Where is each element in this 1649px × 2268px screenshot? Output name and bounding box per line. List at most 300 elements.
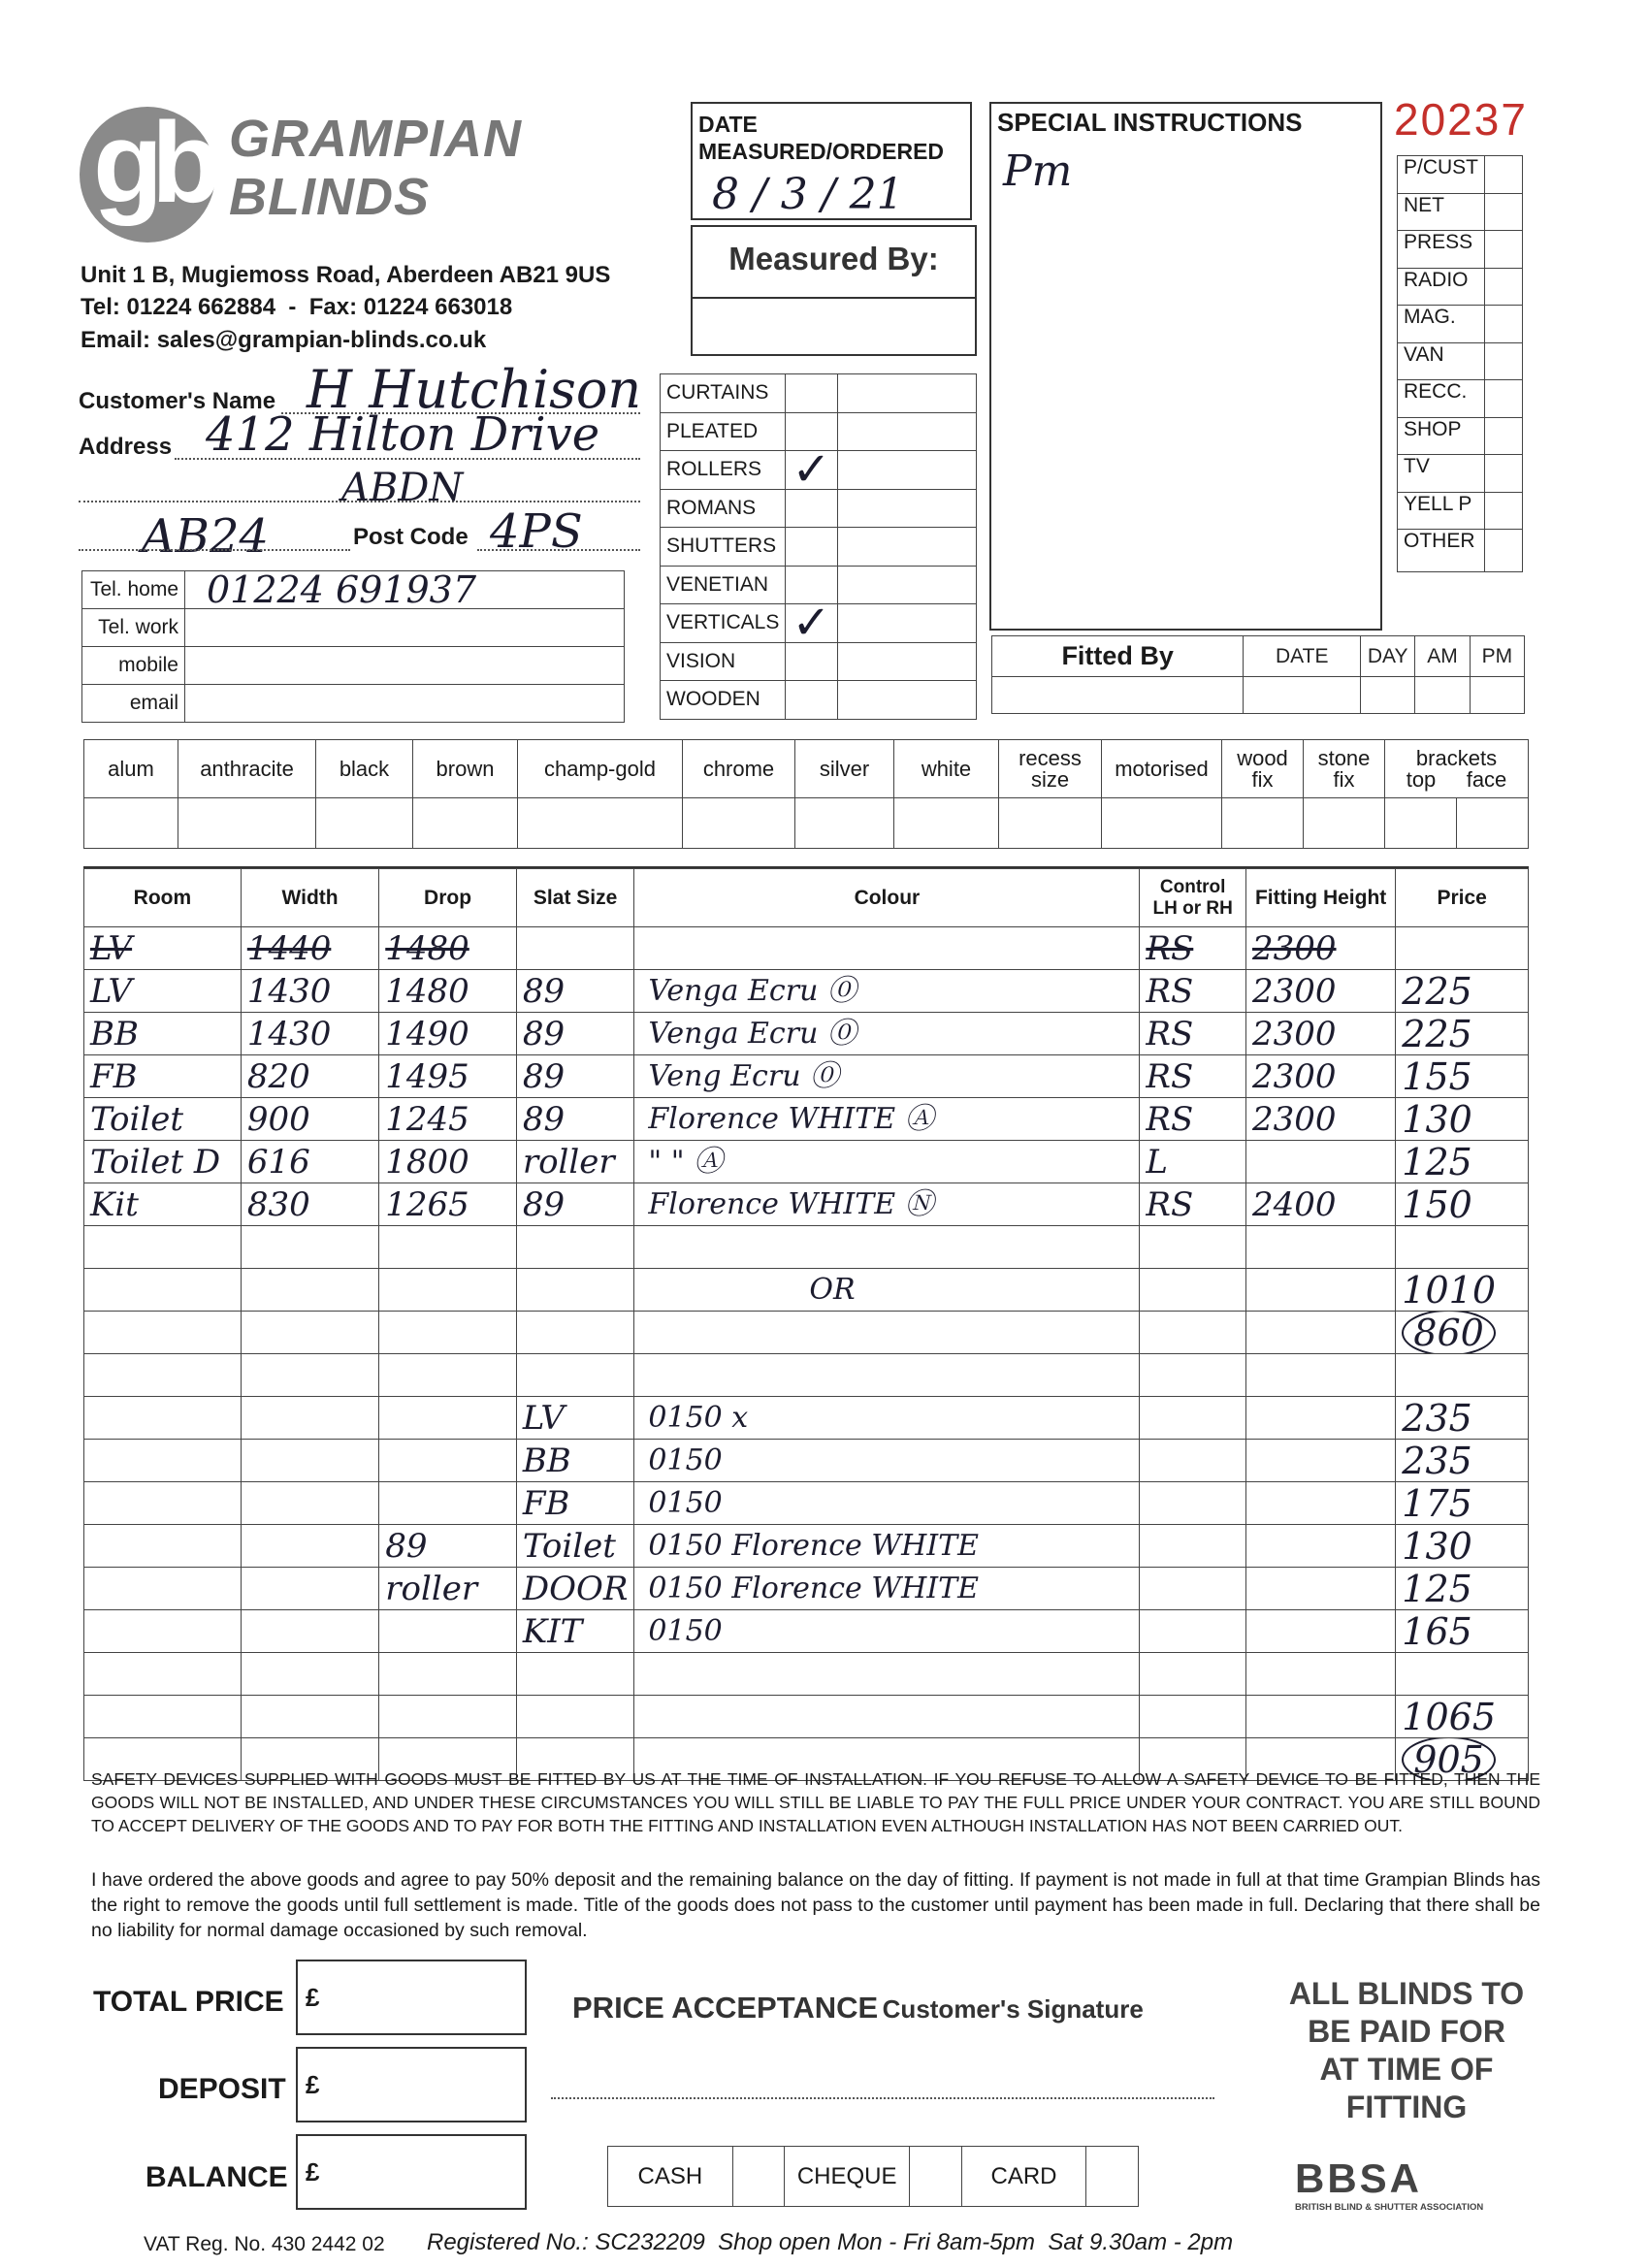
order-value-control: RS <box>1146 928 1194 968</box>
order-row <box>84 1653 1529 1696</box>
order-cell-height[interactable] <box>1246 1312 1396 1354</box>
fitted-pm-value[interactable] <box>1470 677 1524 714</box>
order-cell-colour[interactable] <box>634 1312 1140 1354</box>
order-cell-room[interactable] <box>84 1440 242 1482</box>
finish-option-cell[interactable] <box>518 798 683 849</box>
blind-type-notes[interactable] <box>837 528 976 567</box>
order-cell-drop[interactable] <box>379 1525 517 1568</box>
order-cell-control[interactable] <box>1140 970 1246 1013</box>
order-cell-colour[interactable] <box>634 1141 1140 1183</box>
order-row <box>84 1610 1529 1653</box>
finish-option-cell[interactable] <box>84 798 178 849</box>
order-cell-width[interactable] <box>241 1055 378 1098</box>
order-cell-slat[interactable] <box>516 1653 634 1696</box>
blind-type-notes[interactable] <box>837 642 976 681</box>
source-check-cell[interactable] <box>1485 417 1523 455</box>
finish-option-cell[interactable] <box>683 798 795 849</box>
order-row <box>84 1055 1529 1098</box>
brackets-face-cell[interactable] <box>1457 798 1529 849</box>
source-check-cell[interactable] <box>1485 492 1523 530</box>
order-cell-height[interactable] <box>1246 1525 1396 1568</box>
order-cell-width[interactable] <box>241 970 378 1013</box>
blind-type-notes[interactable] <box>837 566 976 604</box>
blind-type-notes[interactable] <box>837 489 976 528</box>
blind-type-check[interactable]: ✓ <box>786 451 837 490</box>
order-cell-width[interactable] <box>241 1098 378 1141</box>
order-cell-slat[interactable] <box>516 1098 634 1141</box>
order-cell-colour[interactable] <box>634 1568 1140 1610</box>
order-cell-drop[interactable] <box>379 1141 517 1183</box>
brackets-label: brackets <box>1415 745 1498 770</box>
order-cell-slat[interactable] <box>516 1482 634 1525</box>
phone-label: email <box>82 685 185 723</box>
finish-option-cell[interactable] <box>999 798 1102 849</box>
order-value-price: 130 <box>1402 1097 1472 1141</box>
order-cell-width[interactable] <box>241 1183 378 1226</box>
order-cell-colour[interactable] <box>634 1397 1140 1440</box>
company-logo <box>80 99 225 243</box>
brackets-header <box>1385 740 1529 798</box>
order-cell-slat[interactable] <box>516 1610 634 1653</box>
order-cell-drop[interactable] <box>379 927 517 970</box>
order-cell-width[interactable] <box>241 1013 378 1055</box>
order-cell-colour[interactable] <box>634 1354 1140 1397</box>
order-cell-height[interactable] <box>1246 1397 1396 1440</box>
order-value-price: 165 <box>1402 1609 1472 1653</box>
order-cell-slat[interactable] <box>516 1141 634 1183</box>
postcode-value[interactable]: 4PS <box>490 504 583 559</box>
order-cell-drop[interactable] <box>379 1482 517 1525</box>
total-price-label: TOTAL PRICE <box>93 1986 284 2018</box>
order-cell-price[interactable] <box>1396 927 1529 970</box>
signature-line[interactable] <box>551 2097 1214 2099</box>
finish-option-label: black <box>316 740 413 798</box>
special-instructions-label: SPECIAL INSTRUCTIONS <box>997 108 1303 137</box>
order-cell-control[interactable] <box>1140 1696 1246 1738</box>
logo-mark: gb <box>93 99 210 227</box>
order-cell-price[interactable] <box>1396 1141 1529 1183</box>
bbsa-caption: BRITISH BLIND & SHUTTER ASSOCIATION <box>1295 2202 1484 2213</box>
address-line3[interactable]: AB24 <box>142 509 270 564</box>
order-cell-width[interactable] <box>241 1226 378 1269</box>
order-cell-room[interactable] <box>84 1013 242 1055</box>
blind-type-notes[interactable] <box>837 451 976 490</box>
order-value-width: 820 <box>246 1056 310 1096</box>
order-row <box>84 1440 1529 1482</box>
order-value-slat: roller <box>522 1142 615 1182</box>
source-check-cell[interactable] <box>1485 380 1523 418</box>
source-check-cell[interactable] <box>1485 306 1523 343</box>
brackets-face-label: face <box>1466 766 1507 792</box>
order-value-room: Toilet <box>90 1099 184 1139</box>
order-row <box>84 1183 1529 1226</box>
source-row <box>1398 492 1523 530</box>
order-cell-room[interactable] <box>84 970 242 1013</box>
notice-line: FITTING <box>1345 2090 1468 2124</box>
order-cell-price[interactable] <box>1396 1440 1529 1482</box>
date-value[interactable]: 8 / 3 / 21 <box>712 170 904 219</box>
phone-value[interactable] <box>185 609 625 647</box>
order-cell-drop[interactable] <box>379 1610 517 1653</box>
order-cell-room[interactable] <box>84 1354 242 1397</box>
order-cell-price[interactable] <box>1396 1354 1529 1397</box>
order-cell-drop[interactable] <box>379 1269 517 1312</box>
order-value-drop: 1245 <box>385 1099 469 1139</box>
source-label: VAN <box>1398 342 1485 380</box>
order-cell-drop[interactable] <box>379 1226 517 1269</box>
source-row <box>1398 455 1523 493</box>
order-cell-height[interactable] <box>1246 1013 1396 1055</box>
order-cell-slat[interactable] <box>516 1568 634 1610</box>
source-check-cell[interactable] <box>1485 231 1523 269</box>
order-cell-room[interactable] <box>84 1610 242 1653</box>
order-cell-colour[interactable] <box>634 1653 1140 1696</box>
order-cell-width[interactable] <box>241 1312 378 1354</box>
order-cell-drop[interactable] <box>379 1653 517 1696</box>
finish-option-cell[interactable] <box>795 798 894 849</box>
fitted-by-table <box>991 635 1525 714</box>
blind-type-row <box>661 374 977 413</box>
phone-row <box>82 571 625 609</box>
brackets-top-cell[interactable] <box>1385 798 1457 849</box>
order-cell-slat[interactable] <box>516 1055 634 1098</box>
order-cell-height[interactable] <box>1246 1183 1396 1226</box>
order-cell-drop[interactable] <box>379 1312 517 1354</box>
finish-options-table <box>83 739 1529 849</box>
order-cell-control[interactable] <box>1140 1312 1246 1354</box>
order-cell-price[interactable] <box>1396 1568 1529 1610</box>
finish-option-label: champ-gold <box>518 740 683 798</box>
order-cell-room[interactable] <box>84 1525 242 1568</box>
order-cell-width[interactable] <box>241 1653 378 1696</box>
blind-type-check[interactable] <box>786 528 837 567</box>
order-cell-height[interactable] <box>1246 1696 1396 1738</box>
payment-method-label: CHEQUE <box>785 2147 910 2207</box>
source-row <box>1398 231 1523 269</box>
order-value-slat: 89 <box>522 1056 566 1096</box>
order-header: Colour <box>634 869 1140 927</box>
finish-option-cell[interactable] <box>894 798 999 849</box>
vat-number: VAT Reg. No. 430 2442 02 <box>144 2233 385 2255</box>
fitted-am-value[interactable] <box>1415 677 1470 714</box>
order-cell-slat[interactable] <box>516 1440 634 1482</box>
order-cell-height[interactable] <box>1246 1354 1396 1397</box>
order-value-control: RS <box>1146 1056 1194 1096</box>
source-check-cell[interactable] <box>1485 530 1523 572</box>
order-cell-room[interactable] <box>84 1397 242 1440</box>
total-price-box[interactable] <box>296 1960 527 2035</box>
finish-option-cell[interactable] <box>1222 798 1304 849</box>
blind-type-notes[interactable] <box>837 412 976 451</box>
address-label: Address <box>79 434 173 460</box>
order-cell-drop[interactable] <box>379 1055 517 1098</box>
order-cell-price[interactable] <box>1396 970 1529 1013</box>
order-cell-height[interactable] <box>1246 1269 1396 1312</box>
order-cell-colour[interactable] <box>634 1482 1140 1525</box>
order-value-slat: BB <box>522 1441 571 1480</box>
balance-box[interactable] <box>296 2134 527 2210</box>
order-cell-slat[interactable] <box>516 970 634 1013</box>
order-cell-width[interactable] <box>241 1568 378 1610</box>
order-cell-width[interactable] <box>241 1696 378 1738</box>
order-value-price: 860 <box>1402 1312 1496 1354</box>
order-cell-price[interactable] <box>1396 1696 1529 1738</box>
order-cell-drop[interactable] <box>379 1440 517 1482</box>
blind-type-notes[interactable] <box>837 604 976 643</box>
order-cell-room[interactable] <box>84 1141 242 1183</box>
source-check-cell[interactable] <box>1485 156 1523 194</box>
order-cell-slat[interactable] <box>516 927 634 970</box>
blind-type-label: PLEATED <box>661 412 786 451</box>
finish-option-cell[interactable] <box>316 798 413 849</box>
order-cell-drop[interactable] <box>379 1696 517 1738</box>
order-value-room: BB <box>90 1014 139 1053</box>
order-cell-width[interactable] <box>241 1610 378 1653</box>
order-cell-price[interactable] <box>1396 1653 1529 1696</box>
price-acceptance-label: PRICE ACCEPTANCE <box>572 1991 879 2025</box>
customer-name[interactable]: H Hutchison <box>307 359 642 420</box>
order-value-room: Toilet D <box>90 1142 221 1182</box>
phone-row <box>82 609 625 647</box>
source-check-cell[interactable] <box>1485 342 1523 380</box>
order-cell-slat[interactable] <box>516 1269 634 1312</box>
order-cell-control[interactable] <box>1140 1354 1246 1397</box>
order-cell-control[interactable] <box>1140 1226 1246 1269</box>
blind-type-label: CURTAINS <box>661 374 786 413</box>
company-name-line1: GRAMPIAN <box>229 110 522 168</box>
order-cell-control[interactable] <box>1140 1440 1246 1482</box>
order-cell-height[interactable] <box>1246 970 1396 1013</box>
order-cell-drop[interactable] <box>379 1397 517 1440</box>
order-cell-control[interactable] <box>1140 1568 1246 1610</box>
order-cell-price[interactable] <box>1396 1183 1529 1226</box>
order-cell-colour[interactable] <box>634 1226 1140 1269</box>
order-cell-height[interactable] <box>1246 1482 1396 1525</box>
order-cell-control[interactable] <box>1140 1013 1246 1055</box>
order-value-height: 2300 <box>1252 1014 1337 1053</box>
order-cell-control[interactable] <box>1140 1269 1246 1312</box>
order-cell-colour[interactable] <box>634 1055 1140 1098</box>
order-cell-height[interactable] <box>1246 1610 1396 1653</box>
order-value-price: 150 <box>1402 1183 1472 1226</box>
measured-by-label: Measured By: <box>728 241 939 276</box>
order-cell-width[interactable] <box>241 1525 378 1568</box>
finish-option-label: recess size <box>999 740 1102 798</box>
order-cell-price[interactable] <box>1396 1610 1529 1653</box>
order-cell-price[interactable] <box>1396 1269 1529 1312</box>
finish-option-label: chrome <box>683 740 795 798</box>
order-cell-price[interactable] <box>1396 1098 1529 1141</box>
order-row <box>84 927 1529 970</box>
order-value-height: 2400 <box>1252 1184 1337 1224</box>
order-cell-control[interactable] <box>1140 1610 1246 1653</box>
blind-type-row <box>661 528 977 567</box>
address-line2[interactable]: ABDN <box>341 466 464 510</box>
order-value-price: 125 <box>1402 1567 1472 1610</box>
order-cell-control[interactable] <box>1140 1397 1246 1440</box>
order-cell-room[interactable] <box>84 1183 242 1226</box>
order-cell-slat[interactable] <box>516 1013 634 1055</box>
order-cell-price[interactable] <box>1396 1525 1529 1568</box>
fitted-day-value[interactable] <box>1361 677 1415 714</box>
order-cell-height[interactable] <box>1246 1055 1396 1098</box>
order-cell-room[interactable] <box>84 1098 242 1141</box>
order-cell-room[interactable] <box>84 1653 242 1696</box>
safety-terms: SAFETY DEVICES SUPPLIED WITH GOODS MUST BE FITTED BY US AT THE TIME OF INSTALLATION. IF YOU REFUSE TO ALLOW A SAFETY DEVICE TO BE FITTED, THEN THE GOODS WILL NOT BE INSTALLED, AND UNDER THESE CIRCUMSTANCES YOU WILL STILL BE LIABLE TO PAY THE FULL PRICE UNDER YOUR CONTRACT. YOU ARE STILL BOUND TO ACCEPT DELIVERY OF THE GOODS AND TO PAY FOR BOTH THE FITTING AND INSTALLATION EVEN ALTHOUGH INSTALLATION HAS NOT BEEN CARRIED OUT. <box>91 1769 1540 1835</box>
order-cell-colour[interactable] <box>634 1098 1140 1141</box>
order-cell-control[interactable] <box>1140 1183 1246 1226</box>
order-cell-price[interactable] <box>1396 1312 1529 1354</box>
order-value-colour: OR <box>809 1272 856 1307</box>
order-cell-room[interactable] <box>84 1696 242 1738</box>
order-cell-height[interactable] <box>1246 1653 1396 1696</box>
finish-option-cell[interactable] <box>413 798 518 849</box>
order-cell-colour[interactable] <box>634 1696 1140 1738</box>
special-instructions-value[interactable]: Pm <box>1003 146 1073 196</box>
order-cell-price[interactable] <box>1396 1226 1529 1269</box>
balance-label: BALANCE <box>146 2161 288 2193</box>
order-cell-slat[interactable] <box>516 1183 634 1226</box>
order-cell-width[interactable] <box>241 1397 378 1440</box>
order-value-colour: 0150 <box>648 1442 723 1477</box>
phone-row <box>82 685 625 723</box>
finish-option-label: stone fix <box>1304 740 1385 798</box>
order-value-price: 130 <box>1402 1524 1472 1568</box>
order-cell-width[interactable] <box>241 1440 378 1482</box>
order-row <box>84 1354 1529 1397</box>
blind-type-notes[interactable] <box>837 374 976 413</box>
order-cell-width[interactable] <box>241 1141 378 1183</box>
order-cell-width[interactable] <box>241 1269 378 1312</box>
order-cell-drop[interactable] <box>379 1568 517 1610</box>
order-cell-colour[interactable] <box>634 1013 1140 1055</box>
order-cell-colour[interactable] <box>634 1183 1140 1226</box>
order-value-drop: 1265 <box>385 1184 469 1224</box>
source-check-cell[interactable] <box>1485 193 1523 231</box>
order-cell-width[interactable] <box>241 1354 378 1397</box>
finish-option-cell[interactable] <box>178 798 316 849</box>
order-cell-slat[interactable] <box>516 1696 634 1738</box>
blind-type-check[interactable]: ✓ <box>786 604 837 643</box>
order-cell-drop[interactable] <box>379 970 517 1013</box>
order-row <box>84 1013 1529 1055</box>
fitted-date-value[interactable] <box>1244 677 1361 714</box>
order-cell-control[interactable] <box>1140 1141 1246 1183</box>
phone-value[interactable] <box>185 685 625 723</box>
order-cell-colour[interactable] <box>634 1269 1140 1312</box>
source-row <box>1398 342 1523 380</box>
order-cell-room[interactable] <box>84 1055 242 1098</box>
payment-method-check[interactable] <box>732 2147 785 2207</box>
order-cell-colour[interactable] <box>634 927 1140 970</box>
payment-method-check[interactable] <box>910 2147 962 2207</box>
order-row <box>84 1482 1529 1525</box>
order-cell-drop[interactable] <box>379 1098 517 1141</box>
finish-option-cell[interactable] <box>1102 798 1222 849</box>
finish-option-label: silver <box>795 740 894 798</box>
order-cell-height[interactable] <box>1246 1141 1396 1183</box>
order-cell-room[interactable] <box>84 1568 242 1610</box>
source-label: OTHER <box>1398 530 1485 572</box>
address-line1[interactable]: 412 Hilton Drive <box>206 407 600 462</box>
source-check-cell[interactable] <box>1485 268 1523 306</box>
order-cell-control[interactable] <box>1140 927 1246 970</box>
order-cell-height[interactable] <box>1246 927 1396 970</box>
order-cell-room[interactable] <box>84 1226 242 1269</box>
order-cell-height[interactable] <box>1246 1098 1396 1141</box>
payment-method-check[interactable] <box>1086 2147 1139 2207</box>
order-cell-drop[interactable] <box>379 1183 517 1226</box>
order-cell-slat[interactable] <box>516 1226 634 1269</box>
order-value-height: 2300 <box>1252 1099 1337 1139</box>
order-cell-width[interactable] <box>241 927 378 970</box>
order-cell-control[interactable] <box>1140 1525 1246 1568</box>
order-cell-control[interactable] <box>1140 1055 1246 1098</box>
finish-option-cell[interactable] <box>1304 798 1385 849</box>
order-cell-drop[interactable] <box>379 1354 517 1397</box>
order-cell-colour[interactable] <box>634 1440 1140 1482</box>
order-cell-room[interactable] <box>84 1312 242 1354</box>
order-row <box>84 1226 1529 1269</box>
order-row <box>84 970 1529 1013</box>
order-cell-height[interactable] <box>1246 1440 1396 1482</box>
order-value-colour: 0150 x <box>648 1400 749 1435</box>
notice-line: ALL BLINDS TO <box>1288 1976 1525 2011</box>
order-cell-drop[interactable] <box>379 1013 517 1055</box>
order-cell-height[interactable] <box>1246 1226 1396 1269</box>
source-label: YELL P <box>1398 492 1485 530</box>
order-cell-price[interactable] <box>1396 1013 1529 1055</box>
order-cell-price[interactable] <box>1396 1055 1529 1098</box>
order-cell-slat[interactable] <box>516 1525 634 1568</box>
order-value-control: RS <box>1146 1184 1194 1224</box>
phone-value[interactable] <box>185 647 625 685</box>
order-cell-room[interactable] <box>84 1269 242 1312</box>
order-cell-price[interactable] <box>1396 1397 1529 1440</box>
order-cell-room[interactable] <box>84 927 242 970</box>
blind-type-notes[interactable] <box>837 681 976 720</box>
deposit-box[interactable] <box>296 2047 527 2122</box>
order-cell-colour[interactable] <box>634 1610 1140 1653</box>
order-cell-slat[interactable] <box>516 1312 634 1354</box>
order-cell-slat[interactable] <box>516 1397 634 1440</box>
order-cell-control[interactable] <box>1140 1482 1246 1525</box>
order-value-drop: 1480 <box>385 971 469 1011</box>
order-cell-slat[interactable] <box>516 1354 634 1397</box>
source-check-cell[interactable] <box>1485 455 1523 493</box>
order-cell-height[interactable] <box>1246 1568 1396 1610</box>
order-cell-price[interactable] <box>1396 1482 1529 1525</box>
fitted-by-value[interactable] <box>992 677 1244 714</box>
phone-value[interactable]: 01224 691937 <box>185 571 625 609</box>
order-cell-width[interactable] <box>241 1482 378 1525</box>
order-value-width: 900 <box>246 1099 310 1139</box>
order-value-price: 1010 <box>1402 1268 1497 1312</box>
order-cell-colour[interactable] <box>634 970 1140 1013</box>
order-cell-colour[interactable] <box>634 1525 1140 1568</box>
order-cell-control[interactable] <box>1140 1653 1246 1696</box>
blind-type-check[interactable] <box>786 681 837 720</box>
order-cell-room[interactable] <box>84 1482 242 1525</box>
blind-type-check[interactable] <box>786 374 837 413</box>
order-cell-control[interactable] <box>1140 1098 1246 1141</box>
finish-option-label: anthracite <box>178 740 316 798</box>
notice-line: AT TIME OF <box>1319 2052 1494 2087</box>
order-value-slat: 89 <box>522 1099 566 1139</box>
order-header: Fitting Height <box>1246 869 1396 927</box>
order-value-slat: FB <box>522 1483 570 1523</box>
blind-type-label: VISION <box>661 642 786 681</box>
